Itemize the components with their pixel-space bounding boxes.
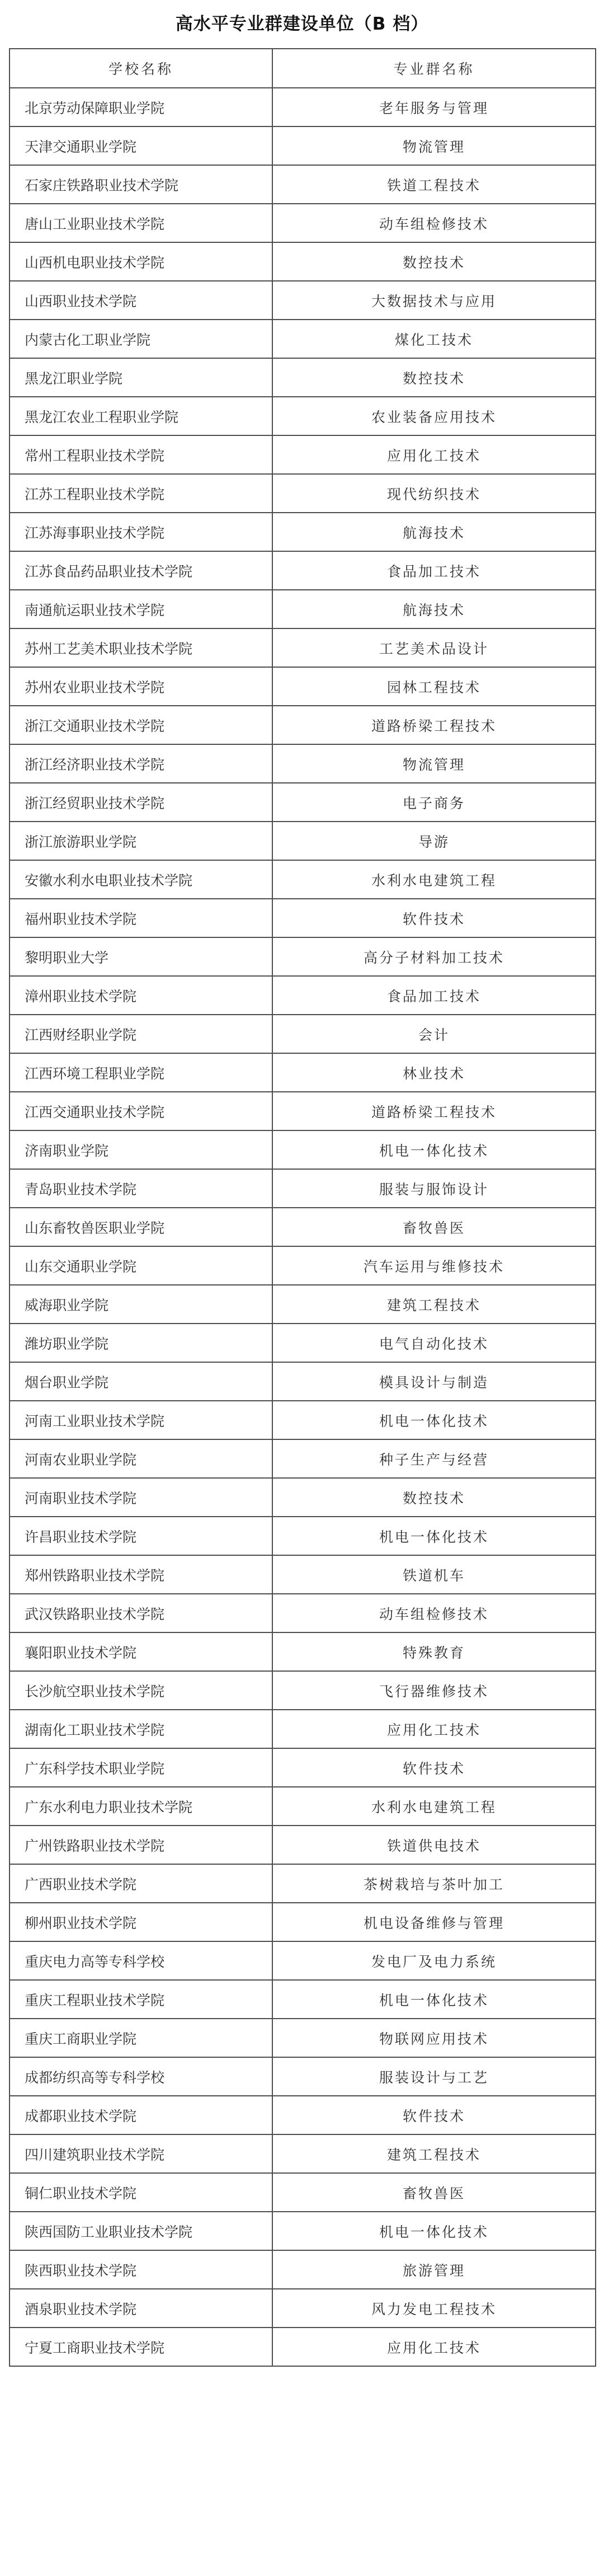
school-name-cell: 湖南化工职业技术学院 [10, 1710, 272, 1748]
school-name-cell: 广州铁路职业技术学院 [10, 1826, 272, 1864]
group-name-cell: 应用化工技术 [272, 435, 596, 474]
table-body [10, 88, 596, 2366]
table-row [10, 1169, 596, 1208]
school-name-cell: 苏州农业职业技术学院 [10, 667, 272, 706]
school-table [9, 48, 596, 2367]
group-name-cell: 特殊教育 [272, 1632, 596, 1671]
group-name-cell: 机电设备维修与管理 [272, 1903, 596, 1941]
group-name-cell: 电气自动化技术 [272, 1324, 596, 1362]
table-row [10, 1903, 596, 1941]
table-row [10, 1092, 596, 1130]
table-row [10, 822, 596, 860]
table-header-row [10, 49, 596, 88]
school-name-cell: 内蒙古化工职业学院 [10, 320, 272, 358]
table-row [10, 1864, 596, 1903]
table-row [10, 2173, 596, 2212]
school-name-cell: 广东科学技术职业学院 [10, 1748, 272, 1787]
group-name-cell: 汽车运用与维修技术 [272, 1246, 596, 1285]
table-row [10, 744, 596, 783]
table-row [10, 320, 596, 358]
school-name-cell: 山西职业技术学院 [10, 281, 272, 320]
group-name-cell: 物联网应用技术 [272, 2019, 596, 2057]
group-name-cell: 铁道机车 [272, 1555, 596, 1594]
table-row [10, 1555, 596, 1594]
school-name-cell: 浙江经贸职业技术学院 [10, 783, 272, 822]
school-name-cell: 江西环境工程职业学院 [10, 1053, 272, 1092]
table-row [10, 667, 596, 706]
table-row [10, 783, 596, 822]
school-name-cell: 北京劳动保障职业学院 [10, 88, 272, 126]
group-name-cell: 软件技术 [272, 899, 596, 937]
school-name-cell: 南通航运职业技术学院 [10, 590, 272, 628]
school-name-cell: 青岛职业技术学院 [10, 1169, 272, 1208]
table-row [10, 1671, 596, 1710]
table-row [10, 1285, 596, 1324]
table-row [10, 2328, 596, 2366]
group-name-cell: 现代纺织技术 [272, 474, 596, 513]
group-name-cell: 林业技术 [272, 1053, 596, 1092]
group-name-cell: 工艺美术品设计 [272, 628, 596, 667]
school-name-cell: 江西交通职业技术学院 [10, 1092, 272, 1130]
school-name-cell: 四川建筑职业技术学院 [10, 2134, 272, 2173]
table-row [10, 397, 596, 435]
school-name-cell: 唐山工业职业技术学院 [10, 204, 272, 242]
group-name-cell: 食品加工技术 [272, 976, 596, 1015]
table-row [10, 2212, 596, 2250]
group-name-cell: 发电厂及电力系统 [272, 1941, 596, 1980]
school-name-cell: 广西职业技术学院 [10, 1864, 272, 1903]
school-name-cell: 苏州工艺美术职业技术学院 [10, 628, 272, 667]
school-name-cell: 福州职业技术学院 [10, 899, 272, 937]
school-name-cell: 江苏工程职业技术学院 [10, 474, 272, 513]
school-name-cell: 江西财经职业学院 [10, 1015, 272, 1053]
group-name-cell: 水利水电建筑工程 [272, 1787, 596, 1826]
school-name-cell: 郑州铁路职业技术学院 [10, 1555, 272, 1594]
school-name-cell: 山东交通职业学院 [10, 1246, 272, 1285]
school-name-cell: 常州工程职业技术学院 [10, 435, 272, 474]
group-name-cell: 煤化工技术 [272, 320, 596, 358]
table-row [10, 1208, 596, 1246]
table-row [10, 1362, 596, 1401]
school-name-cell: 柳州职业技术学院 [10, 1903, 272, 1941]
table-row [10, 242, 596, 281]
table-row [10, 165, 596, 204]
table-row [10, 1710, 596, 1748]
group-name-cell: 机电一体化技术 [272, 1980, 596, 2019]
school-name-cell: 铜仁职业技术学院 [10, 2173, 272, 2212]
table-row [10, 1980, 596, 2019]
group-name-cell: 服装设计与工艺 [272, 2057, 596, 2096]
table-row [10, 976, 596, 1015]
school-name-cell: 山东畜牧兽医职业学院 [10, 1208, 272, 1246]
school-name-cell: 浙江交通职业技术学院 [10, 706, 272, 744]
table-row [10, 88, 596, 126]
table-row [10, 1478, 596, 1517]
table-row [10, 1401, 596, 1439]
school-name-cell: 潍坊职业学院 [10, 1324, 272, 1362]
table-row [10, 1632, 596, 1671]
table-row [10, 2096, 596, 2134]
table-row [10, 1053, 596, 1092]
school-name-cell: 黑龙江农业工程职业学院 [10, 397, 272, 435]
school-name-cell: 重庆电力高等专科学校 [10, 1941, 272, 1980]
group-name-cell: 物流管理 [272, 126, 596, 165]
group-name-cell: 道路桥梁工程技术 [272, 1092, 596, 1130]
table-row [10, 551, 596, 590]
table-row [10, 281, 596, 320]
table-row [10, 1246, 596, 1285]
group-name-cell: 动车组检修技术 [272, 1594, 596, 1632]
group-name-cell: 道路桥梁工程技术 [272, 706, 596, 744]
school-name-cell: 长沙航空职业技术学院 [10, 1671, 272, 1710]
group-name-cell: 数控技术 [272, 1478, 596, 1517]
table-row [10, 1941, 596, 1980]
group-name-cell: 数控技术 [272, 358, 596, 397]
table-row [10, 358, 596, 397]
group-name-cell: 机电一体化技术 [272, 2212, 596, 2250]
group-name-cell: 茶树栽培与茶叶加工 [272, 1864, 596, 1903]
table-row [10, 1826, 596, 1864]
school-name-cell: 广东水利电力职业技术学院 [10, 1787, 272, 1826]
header-group-name: 专业群名称 [272, 49, 596, 88]
school-name-cell: 安徽水利水电职业技术学院 [10, 860, 272, 899]
group-name-cell: 航海技术 [272, 513, 596, 551]
group-name-cell: 风力发电工程技术 [272, 2289, 596, 2328]
school-name-cell: 黑龙江职业学院 [10, 358, 272, 397]
group-name-cell: 电子商务 [272, 783, 596, 822]
table-row [10, 937, 596, 976]
school-name-cell: 漳州职业技术学院 [10, 976, 272, 1015]
school-name-cell: 襄阳职业技术学院 [10, 1632, 272, 1671]
school-name-cell: 山西机电职业技术学院 [10, 242, 272, 281]
group-name-cell: 机电一体化技术 [272, 1130, 596, 1169]
group-name-cell: 模具设计与制造 [272, 1362, 596, 1401]
table-row [10, 2019, 596, 2057]
table-row [10, 1787, 596, 1826]
table-row [10, 2134, 596, 2173]
table-row [10, 204, 596, 242]
school-name-cell: 重庆工商职业学院 [10, 2019, 272, 2057]
school-name-cell: 浙江经济职业技术学院 [10, 744, 272, 783]
table-row [10, 628, 596, 667]
group-name-cell: 导游 [272, 822, 596, 860]
table-row [10, 513, 596, 551]
group-name-cell: 动车组检修技术 [272, 204, 596, 242]
table-row [10, 1594, 596, 1632]
table-row [10, 126, 596, 165]
school-name-cell: 酒泉职业技术学院 [10, 2289, 272, 2328]
group-name-cell: 种子生产与经营 [272, 1439, 596, 1478]
school-name-cell: 天津交通职业学院 [10, 126, 272, 165]
group-name-cell: 畜牧兽医 [272, 1208, 596, 1246]
school-name-cell: 威海职业学院 [10, 1285, 272, 1324]
group-name-cell: 水利水电建筑工程 [272, 860, 596, 899]
group-name-cell: 建筑工程技术 [272, 2134, 596, 2173]
table-row [10, 1015, 596, 1053]
group-name-cell: 建筑工程技术 [272, 1285, 596, 1324]
school-name-cell: 江苏海事职业技术学院 [10, 513, 272, 551]
school-name-cell: 重庆工程职业技术学院 [10, 1980, 272, 2019]
school-name-cell: 武汉铁路职业技术学院 [10, 1594, 272, 1632]
group-name-cell: 畜牧兽医 [272, 2173, 596, 2212]
table-row [10, 1324, 596, 1362]
school-name-cell: 浙江旅游职业学院 [10, 822, 272, 860]
table-row [10, 1748, 596, 1787]
group-name-cell: 园林工程技术 [272, 667, 596, 706]
group-name-cell: 应用化工技术 [272, 2328, 596, 2366]
school-name-cell: 济南职业学院 [10, 1130, 272, 1169]
group-name-cell: 机电一体化技术 [272, 1401, 596, 1439]
school-name-cell: 河南农业职业学院 [10, 1439, 272, 1478]
group-name-cell: 铁道工程技术 [272, 165, 596, 204]
table-row [10, 435, 596, 474]
page-title: 高水平专业群建设单位（B 档） [175, 14, 429, 34]
table-row [10, 899, 596, 937]
group-name-cell: 铁道供电技术 [272, 1826, 596, 1864]
group-name-cell: 数控技术 [272, 242, 596, 281]
table-row [10, 590, 596, 628]
group-name-cell: 机电一体化技术 [272, 1517, 596, 1555]
group-name-cell: 飞行器维修技术 [272, 1671, 596, 1710]
header-school-name: 学校名称 [10, 49, 272, 88]
table-row [10, 1517, 596, 1555]
school-name-cell: 宁夏工商职业技术学院 [10, 2328, 272, 2366]
group-name-cell: 旅游管理 [272, 2250, 596, 2289]
group-name-cell: 农业装备应用技术 [272, 397, 596, 435]
group-name-cell: 高分子材料加工技术 [272, 937, 596, 976]
group-name-cell: 航海技术 [272, 590, 596, 628]
school-name-cell: 河南工业职业技术学院 [10, 1401, 272, 1439]
school-name-cell: 陕西国防工业职业技术学院 [10, 2212, 272, 2250]
group-name-cell: 软件技术 [272, 1748, 596, 1787]
school-name-cell: 成都职业技术学院 [10, 2096, 272, 2134]
school-name-cell: 河南职业技术学院 [10, 1478, 272, 1517]
table-row [10, 706, 596, 744]
table-row [10, 1130, 596, 1169]
table-row [10, 860, 596, 899]
table-row [10, 2289, 596, 2328]
school-name-cell: 江苏食品药品职业技术学院 [10, 551, 272, 590]
table-row [10, 2250, 596, 2289]
school-name-cell: 石家庄铁路职业技术学院 [10, 165, 272, 204]
group-name-cell: 物流管理 [272, 744, 596, 783]
group-name-cell: 老年服务与管理 [272, 88, 596, 126]
table-row [10, 1439, 596, 1478]
group-name-cell: 大数据技术与应用 [272, 281, 596, 320]
school-name-cell: 烟台职业学院 [10, 1362, 272, 1401]
school-name-cell: 黎明职业大学 [10, 937, 272, 976]
school-name-cell: 许昌职业技术学院 [10, 1517, 272, 1555]
group-name-cell: 食品加工技术 [272, 551, 596, 590]
group-name-cell: 服装与服饰设计 [272, 1169, 596, 1208]
group-name-cell: 软件技术 [272, 2096, 596, 2134]
group-name-cell: 应用化工技术 [272, 1710, 596, 1748]
group-name-cell: 会计 [272, 1015, 596, 1053]
table-row [10, 2057, 596, 2096]
school-name-cell: 陕西职业技术学院 [10, 2250, 272, 2289]
table-row [10, 474, 596, 513]
school-name-cell: 成都纺织高等专科学校 [10, 2057, 272, 2096]
